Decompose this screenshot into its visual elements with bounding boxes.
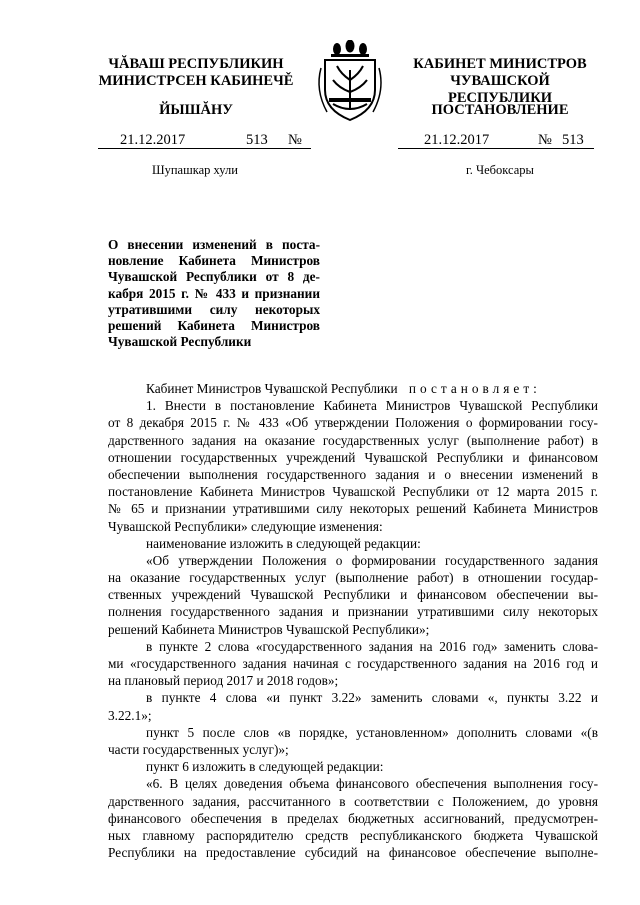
right-date: 21.12.2017 bbox=[424, 132, 490, 148]
document-body bbox=[108, 380, 598, 861]
body-line: обеспечении выполнения государственного задания и о внесении изменений в bbox=[108, 466, 598, 482]
right-date-number-line bbox=[398, 132, 594, 149]
left-date: 21.12.2017 bbox=[120, 132, 186, 148]
body-line: «6. В целях доведения объема финансового обеспечения выполнения госу- bbox=[146, 776, 598, 792]
subject-line: утратившими силу некоторых bbox=[108, 301, 320, 317]
subject-line: кабря 2015 г. № 433 и признании bbox=[108, 285, 320, 301]
body-line: Чувашской Республики» следующие изменения: bbox=[108, 518, 383, 534]
city-russian: г. Чебоксары bbox=[466, 163, 534, 177]
body-line: ных главному распорядителю средств республиканского бюджета Чувашской bbox=[108, 827, 598, 843]
header-right-line-2: ЧУВАШСКОЙ РЕСПУБЛИКИ bbox=[447, 73, 553, 106]
body-line: постановление Кабинета Министров Чувашской Республики от 12 марта 2015 г. bbox=[108, 484, 598, 500]
body-line: 1. Внести в постановление Кабинета Министров Чувашской Республики bbox=[146, 398, 598, 414]
subject-line: решений Кабинета Министров bbox=[108, 317, 320, 333]
document-type-russian: ПОСТАНОВЛЕНИЕ bbox=[431, 102, 569, 118]
body-line: ственных учреждений Чувашской Республики и финансовом обеспечении вы- bbox=[108, 587, 598, 603]
body-line: на плановый период 2017 и 2018 годов»; bbox=[108, 673, 339, 689]
subject-line: Чувашской Республики bbox=[108, 334, 252, 350]
body-line: дарственного задания, рассчитанного в соответствии с Положением, до уровня bbox=[108, 793, 598, 809]
header-left bbox=[80, 56, 312, 90]
body-line: решений Кабинета Министров Чувашской Республики»; bbox=[108, 621, 430, 637]
body-line: в пункте 2 слова «государственного задания на 2016 год» заменить слова- bbox=[146, 638, 598, 654]
body-line: в пункте 4 слова «и пункт 3.22» заменить словами «, пункты 3.22 и bbox=[146, 690, 598, 706]
header-right-line-1: КАБИНЕТ МИНИСТРОВ bbox=[413, 56, 587, 72]
document-subject bbox=[108, 237, 320, 350]
subject-line: О внесении изменений в поста- bbox=[108, 237, 320, 252]
document-type-chuvash: ЙЫШĂНУ bbox=[159, 102, 233, 118]
body-line: Республики на предоставление субсидий на финансовое обеспечение выполне- bbox=[108, 845, 598, 861]
intro-text: Кабинет Министров Чувашской Республики bbox=[146, 381, 398, 396]
subject-line: новление Кабинета Министров bbox=[108, 253, 320, 269]
right-number: 513 bbox=[562, 132, 584, 148]
header-left-line-1: ЧĂВАШ РЕСПУБЛИКИН bbox=[108, 56, 284, 72]
coat-of-arms-emblem bbox=[313, 40, 387, 124]
header-left-line-2: МИНИСТРСЕН КАБИНЕЧĚ bbox=[98, 73, 294, 89]
body-line: наименование изложить в следующей редакции: bbox=[146, 535, 421, 551]
body-line: полнения государственного задания и признании утратившими силу некоторых bbox=[108, 604, 598, 620]
body-line: пункт 5 после слов «в порядке, установленном» дополнить словами «(в bbox=[146, 724, 598, 740]
body-line: от 8 декабря 2015 г. № 433 «Об утверждении Положения о формировании госу- bbox=[108, 415, 598, 431]
subject-line: Чувашской Республики от 8 де- bbox=[108, 269, 320, 285]
intro-line bbox=[108, 380, 598, 397]
body-line: «Об утверждении Положения о формировании государственного задания bbox=[146, 552, 598, 568]
left-date-number-line bbox=[98, 132, 311, 149]
header-right bbox=[398, 56, 602, 107]
body-line: 3.22.1»; bbox=[108, 707, 152, 723]
body-line: отношении государственных учреждений Чувашской Республики и финансовом bbox=[108, 449, 598, 465]
body-line: ми «государственного задания начиная с государственного задания на 2016 год и bbox=[108, 656, 598, 671]
body-line: финансового обеспечения в пределах бюджетных ассигнований, предусмотрен- bbox=[108, 810, 598, 826]
right-number-sign: № bbox=[538, 132, 552, 148]
city-chuvash: Шупашкар хули bbox=[152, 163, 238, 177]
left-number: 513 bbox=[246, 132, 268, 148]
body-line: пункт 6 изложить в следующей редакции: bbox=[146, 759, 384, 775]
body-line: на оказание государственных услуг (выполнение работ) в отношении государ- bbox=[108, 570, 598, 586]
left-number-sign: № bbox=[288, 132, 302, 148]
body-line: дарственного задания на оказание государственных услуг (выполнение работ) в bbox=[108, 432, 598, 448]
intro-verb: постановляет: bbox=[408, 381, 541, 396]
body-line: № 65 и признании утратившими силу некоторых решений Кабинета Министров bbox=[108, 501, 598, 517]
body-line: части государственных услуг)»; bbox=[108, 741, 289, 757]
